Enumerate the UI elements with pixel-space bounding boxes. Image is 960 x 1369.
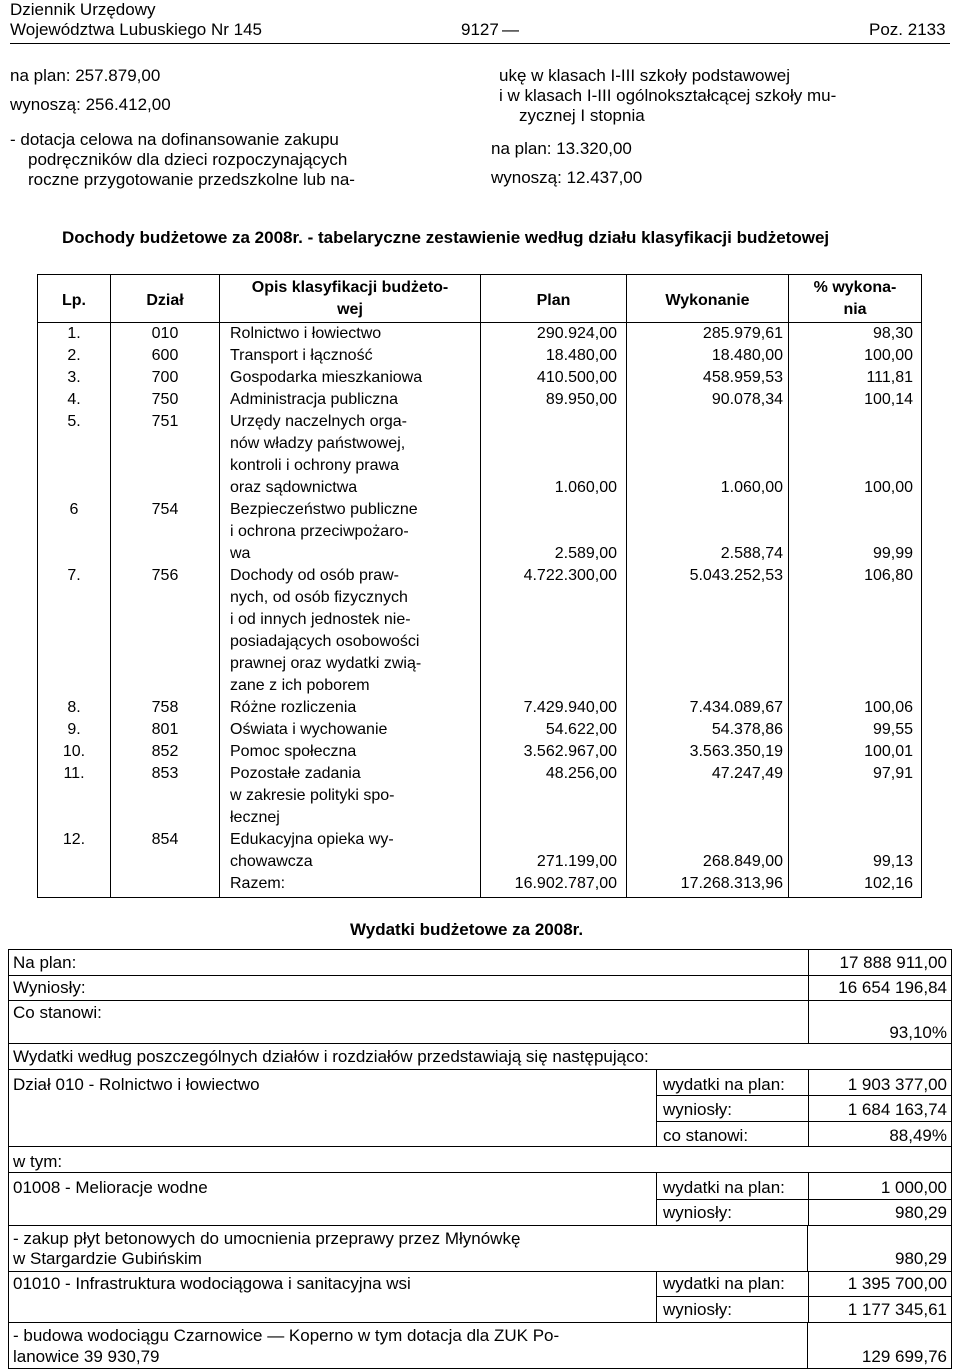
- right-line2: i w klasach I-III ogólnokształcącej szkoły mu-: [499, 86, 837, 105]
- row-dzial: 801: [151, 721, 179, 738]
- row-dzial: 756: [151, 567, 179, 584]
- row-opis-line: posiadających osobowości: [230, 633, 420, 650]
- budowa-value-cell: [807, 1322, 952, 1369]
- header-lp: Lp.: [62, 292, 86, 309]
- row-opis-line: prawnej oraz wydatki zwią-: [230, 655, 422, 672]
- r01008-wyn-value: 980,29: [895, 1203, 947, 1222]
- r01010-wyn-value-cell: [808, 1296, 952, 1323]
- row-opis-line: w zakresie polityki spo-: [230, 787, 395, 804]
- row-procent: 97,91: [872, 765, 913, 782]
- wyniosly-value-cell: [808, 975, 952, 1001]
- left-item-line3: roczne przygotowanie przedszkolne lub na-: [28, 170, 355, 189]
- position-number: Poz. 2133: [869, 20, 946, 39]
- row-lp: 1.: [67, 325, 81, 342]
- row-lp: 6: [69, 501, 79, 518]
- row-lp: 8.: [67, 699, 81, 716]
- r01008-plan-label-cell: [656, 1172, 809, 1200]
- row-dzial: 758: [151, 699, 179, 716]
- row-opis-line: wa: [230, 545, 251, 562]
- right-line1: ukę w klasach I-III szkoły podstawowej: [499, 66, 791, 85]
- row-dzial: 854: [151, 831, 179, 848]
- zakup-line2: w Stargardzie Gubińskim: [13, 1249, 202, 1268]
- zakup-value-cell: [807, 1225, 952, 1272]
- page-number: 9127: [461, 20, 499, 39]
- budowa-cell: [8, 1322, 808, 1369]
- row-dzial: 751: [151, 413, 179, 430]
- na-plan-label-cell: [8, 949, 809, 976]
- r01008-plan-value-cell: [808, 1172, 952, 1200]
- d010-wyn-label-cell: [656, 1095, 809, 1122]
- zakup-value: 980,29: [895, 1249, 947, 1268]
- row-opis-line: i od innych jednostek nie-: [230, 611, 411, 628]
- row-opis-line: Różne rozliczenia: [230, 699, 357, 716]
- expenditure-title: Wydatki budżetowe za 2008r.: [350, 920, 584, 939]
- row-procent: 100,00: [864, 479, 913, 496]
- row-opis-line: zane z ich poborem: [230, 677, 370, 694]
- r01010-wyn-label-cell: [656, 1296, 809, 1323]
- right-wynosza: wynoszą: 12.437,00: [491, 168, 643, 187]
- row-procent: 98,30: [872, 325, 913, 342]
- co-stanowi-label-cell: [8, 1000, 809, 1044]
- row-opis-line: Rolnictwo i łowiectwo: [230, 325, 382, 342]
- row-plan: 18.480,00: [545, 347, 617, 364]
- co-stanowi-label: Co stanowi:: [13, 1003, 102, 1022]
- r01010-plan-label: wydatki na plan:: [663, 1274, 785, 1293]
- r01008-plan-value: 1 000,00: [880, 1178, 947, 1197]
- row-procent: 100,01: [864, 743, 913, 760]
- row-opis-line: nych, od osób fizycznych: [230, 589, 408, 606]
- d010-proc-value-cell: [808, 1121, 952, 1147]
- header-opis-line1: Opis klasyfikacji budżeto-: [251, 279, 449, 296]
- row-plan: 54.622,00: [545, 721, 617, 738]
- row-opis-line: Administracja publiczna: [230, 391, 399, 408]
- r01008-cell: [8, 1172, 657, 1226]
- row-opis-line: Bezpieczeństwo publiczne: [230, 501, 418, 518]
- w-tym-cell: [8, 1146, 952, 1173]
- r01008-plan-label: wydatki na plan:: [663, 1178, 785, 1197]
- row-lp: 10.: [62, 743, 86, 760]
- row-wykonanie: 2.588,74: [720, 545, 783, 562]
- row-wykonanie: 458.959,53: [702, 369, 783, 386]
- row-opis-line: Razem:: [230, 875, 286, 892]
- d010-plan-value-cell: [808, 1069, 952, 1096]
- row-wykonanie: 90.078,34: [711, 391, 783, 408]
- row-plan: 2.589,00: [554, 545, 617, 562]
- header-wykonanie: Wykonanie: [665, 292, 750, 309]
- row-opis-line: Gospodarka mieszkaniowa: [230, 369, 423, 386]
- na-plan-value: 17 888 911,00: [839, 953, 947, 972]
- header-plan: Plan: [536, 292, 571, 309]
- page-dash: —: [502, 20, 519, 39]
- row-procent: 100,06: [864, 699, 913, 716]
- journal-subtitle: Województwa Lubuskiego Nr 145: [10, 20, 262, 39]
- row-opis-line: chowawcza: [230, 853, 313, 870]
- dzial-010-cell: [8, 1069, 657, 1147]
- d010-wyn-value-cell: [808, 1095, 952, 1122]
- row-wykonanie: 7.434.089,67: [689, 699, 783, 716]
- row-wykonanie: 18.480,00: [711, 347, 783, 364]
- row-opis-line: Dochody od osób praw-: [230, 567, 399, 584]
- row-plan: 1.060,00: [554, 479, 617, 496]
- row-plan: 89.950,00: [545, 391, 617, 408]
- left-item-line2: podręczników dla dzieci rozpoczynających: [28, 150, 348, 169]
- row-opis-line: łecznej: [230, 809, 280, 826]
- row-dzial: 754: [151, 501, 179, 518]
- d010-plan-value: 1 903 377,00: [847, 1075, 947, 1094]
- row-plan: 4.722.300,00: [523, 567, 617, 584]
- row-wykonanie: 47.247,49: [711, 765, 783, 782]
- r01008-label: 01008 - Melioracje wodne: [13, 1178, 208, 1197]
- r01010-plan-label-cell: [656, 1271, 809, 1297]
- row-plan: 48.256,00: [545, 765, 617, 782]
- revenue-col-line: [219, 274, 220, 898]
- d010-plan-label-cell: [656, 1069, 809, 1096]
- r01010-wyn-label: wyniosły:: [663, 1300, 732, 1319]
- r01010-label: 01010 - Infrastruktura wodociągowa i sanitacyjna wsi: [13, 1274, 411, 1293]
- row-plan: 3.562.967,00: [523, 743, 617, 760]
- row-wykonanie: 1.060,00: [720, 479, 783, 496]
- row-procent: 111,81: [866, 369, 913, 386]
- row-plan: 410.500,00: [536, 369, 617, 386]
- r01008-wyn-label: wyniosły:: [663, 1203, 732, 1222]
- row-dzial: 010: [151, 325, 179, 342]
- wyniosly-value: 16 654 196,84: [838, 978, 947, 997]
- revenue-title: Dochody budżetowe za 2008r. - tabelaryczne zestawienie według działu klasyfikacji budżetowej: [62, 228, 830, 247]
- zakup-line1: - zakup płyt betonowych do umocnienia przeprawy przez Młynówkę: [13, 1229, 521, 1248]
- r01010-wyn-value: 1 177 345,61: [847, 1300, 947, 1319]
- row-opis-line: nów władzy państwowej,: [230, 435, 406, 452]
- zakup-cell: [8, 1225, 808, 1272]
- row-opis-line: i ochrona przeciwpożaro-: [230, 523, 409, 540]
- row-opis-line: Pomoc społeczna: [230, 743, 357, 760]
- row-plan: 7.429.940,00: [523, 699, 617, 716]
- row-procent: 99,55: [872, 721, 913, 738]
- r01010-plan-value: 1 395 700,00: [847, 1274, 947, 1293]
- r01010-cell: [8, 1271, 657, 1323]
- row-procent: 99,13: [872, 853, 913, 870]
- right-plan: na plan: 13.320,00: [491, 139, 632, 158]
- r01008-wyn-value-cell: [808, 1199, 952, 1226]
- row-plan: 290.924,00: [536, 325, 617, 342]
- row-dzial: 750: [151, 391, 179, 408]
- row-lp: 11.: [63, 765, 85, 782]
- row-procent: 102,16: [864, 875, 913, 892]
- d010-wyn-value: 1 684 163,74: [847, 1100, 947, 1119]
- row-dzial: 600: [151, 347, 179, 364]
- wyniosly-label-cell: [8, 975, 809, 1001]
- left-item-line1: - dotacja celowa na dofinansowanie zakupu: [10, 130, 339, 149]
- dzial-010-label: Dział 010 - Rolnictwo i łowiectwo: [13, 1075, 260, 1094]
- row-opis-line: oraz sądownictwa: [230, 479, 358, 496]
- row-opis-line: Transport i łączność: [230, 347, 373, 364]
- row-lp: 12.: [62, 831, 86, 848]
- right-line3: zycznej I stopnia: [519, 106, 645, 125]
- na-plan-value-cell: [808, 949, 952, 976]
- row-opis-line: kontroli i ochrony prawa: [230, 457, 399, 474]
- budowa-line2: lanowice 39 930,79: [13, 1347, 160, 1366]
- row-lp: 7.: [67, 567, 81, 584]
- row-opis-line: Edukacyjna opieka wy-: [230, 831, 394, 848]
- intro-cell: [8, 1043, 952, 1070]
- row-wykonanie: 268.849,00: [702, 853, 783, 870]
- row-dzial: 853: [151, 765, 179, 782]
- row-opis-line: Urzędy naczelnych orga-: [230, 413, 407, 430]
- journal-title: Dziennik Urzędowy: [10, 0, 156, 19]
- header-opis-line2: wej: [337, 301, 363, 318]
- row-dzial: 700: [151, 369, 179, 386]
- row-procent: 100,00: [864, 347, 913, 364]
- intro-text: Wydatki według poszczególnych działów i rozdziałów przedstawiają się następująco:: [13, 1047, 649, 1066]
- d010-wyn-label: wyniosły:: [663, 1100, 732, 1119]
- row-wykonanie: 5.043.252,53: [689, 567, 783, 584]
- left-plan: na plan: 257.879,00: [10, 66, 161, 85]
- row-wykonanie: 285.979,61: [702, 325, 783, 342]
- row-procent: 100,14: [864, 391, 913, 408]
- r01010-plan-value-cell: [808, 1271, 952, 1297]
- row-plan: 271.199,00: [536, 853, 617, 870]
- row-opis-line: Oświata i wychowanie: [230, 721, 388, 738]
- row-lp: 3.: [67, 369, 81, 386]
- row-plan: 16.902.787,00: [514, 875, 617, 892]
- co-stanowi-value-cell: [808, 1000, 952, 1044]
- row-lp: 4.: [67, 391, 81, 408]
- row-procent: 106,80: [864, 567, 913, 584]
- row-opis-line: Pozostałe zadania: [230, 765, 361, 782]
- row-lp: 5.: [67, 413, 81, 430]
- wyniosly-label: Wyniosły:: [13, 978, 86, 997]
- row-dzial: 852: [151, 743, 179, 760]
- revenue-col-line: [921, 274, 922, 898]
- co-stanowi-value: 93,10%: [889, 1023, 947, 1042]
- row-procent: 99,99: [872, 545, 913, 562]
- row-lp: 2.: [67, 347, 81, 364]
- row-wykonanie: 54.378,86: [711, 721, 783, 738]
- d010-proc-label-cell: [656, 1121, 809, 1147]
- header-dzial: Dział: [146, 292, 184, 309]
- w-tym-label: w tym:: [13, 1152, 63, 1171]
- header-procent-line1: % wykona-: [813, 279, 897, 296]
- na-plan-label: Na plan:: [13, 953, 77, 972]
- row-wykonanie: 17.268.313,96: [680, 875, 783, 892]
- d010-plan-label: wydatki na plan:: [663, 1075, 785, 1094]
- r01008-wyn-label-cell: [656, 1199, 809, 1226]
- row-wykonanie: 3.563.350,19: [689, 743, 783, 760]
- d010-proc-label: co stanowi:: [663, 1126, 749, 1145]
- header-procent-line2: nia: [843, 301, 867, 318]
- row-lp: 9.: [67, 721, 81, 738]
- left-wynosza: wynoszą: 256.412,00: [10, 95, 171, 114]
- budowa-line1: - budowa wodociągu Czarnowice — Koperno w tym dotacja dla ZUK Po-: [13, 1326, 560, 1345]
- d010-proc-value: 88,49%: [889, 1126, 947, 1145]
- budowa-value: 129 699,76: [861, 1347, 947, 1366]
